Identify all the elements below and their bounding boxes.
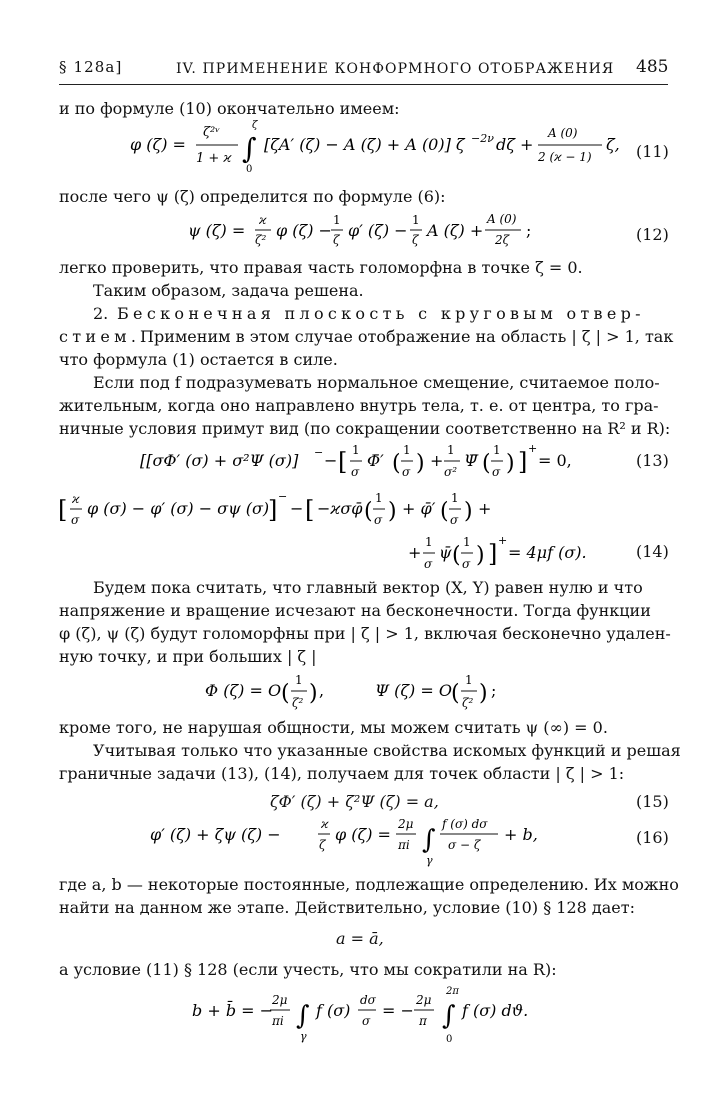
svg-text:+ φ̄′: + φ̄′ [402,499,436,518]
svg-text:Φ̄′: Φ̄′ [367,451,384,470]
svg-text:): ) [479,681,488,706]
svg-text:1: 1 [425,535,433,549]
svg-text:0: 0 [446,1034,453,1045]
svg-text:): ) [506,451,515,476]
svg-text:σ: σ [450,513,459,527]
text-line: напряжение и вращение исчезают на бесконечности. Тогда функции [59,601,651,620]
svg-text:1: 1 [465,673,473,687]
svg-text:ζ²ᵛ: ζ²ᵛ [203,125,221,140]
svg-text:1: 1 [451,491,459,505]
svg-text:ζ²: ζ² [292,696,304,710]
svg-text:σ: σ [71,513,80,527]
svg-text:σ: σ [362,1014,371,1028]
text-line: что формула (1) остается в силе. [59,350,338,369]
text-line: Будем пока считать, что главный вектор (X, Y) равен нулю и что [93,578,643,597]
svg-text:∫: ∫ [242,132,257,165]
svg-text:): ) [388,499,397,524]
svg-text:2μ: 2μ [272,993,288,1007]
svg-text:1: 1 [493,443,501,457]
svg-text:σ²: σ² [444,465,458,479]
svg-text:[: [ [58,496,68,524]
svg-text:= 0,: = 0, [538,451,572,470]
svg-text:ϰ: ϰ [72,492,80,506]
svg-text:1: 1 [352,443,360,457]
svg-text:dσ: dσ [360,993,376,1007]
section-heading: Бесконечная плоскость с круговым отвер- [117,304,645,323]
equation-a: a = ā, [336,929,384,948]
equation-14-line-2 [408,532,628,578]
svg-text:∫: ∫ [296,1001,310,1031]
equation-b [192,982,542,1052]
svg-text:Ψ̄: Ψ̄ [464,451,479,470]
svg-text:dζ +: dζ + [496,135,534,154]
svg-text:]: ] [488,540,498,568]
svg-text:,: , [319,681,325,700]
text-line: Если под f подразумевать нормальное смещение, считаемое поло- [93,373,660,392]
svg-text:ζ: ζ [412,233,419,247]
text-line: и по формуле (10) окончательно имеем: [59,99,400,118]
text-line: ную точку, и при больших | ζ | [59,647,317,666]
svg-text:): ) [416,451,425,476]
svg-text:A (ζ) +: A (ζ) + [427,221,484,240]
equation-11 [130,116,650,174]
text-line: Применим в этом случае отображение на область | ζ | > 1, так [140,327,674,346]
svg-text:σ: σ [374,513,383,527]
svg-text:A (0): A (0) [548,126,578,140]
svg-text:+: + [528,442,538,455]
svg-text:−: − [324,451,338,470]
svg-text:ζ: ζ [252,120,258,131]
svg-text:[ζA′ (ζ) − A (ζ) + A (0)] ζ: [ζA′ (ζ) − A (ζ) + A (0)] ζ [264,135,465,154]
equation-number: (12) [636,225,669,244]
svg-text:[: [ [338,448,348,476]
svg-text:b + b̄ = −: b + b̄ = − [192,1001,274,1020]
svg-text:f (σ) dϑ.: f (σ) dϑ. [462,1001,529,1020]
text-line: кроме того, не нарушая общности, мы можем считать ψ (∞) = 0. [59,718,608,737]
section-number: 2. [93,304,109,323]
text-line: легко проверить, что правая часть голоморфна в точке ζ = 0. [59,258,583,277]
svg-text:φ′ (ζ) + ζψ (ζ) −: φ′ (ζ) + ζψ (ζ) − [150,825,281,844]
svg-text:−: − [290,499,304,518]
svg-text:ζ²: ζ² [255,233,267,247]
svg-text:1: 1 [403,443,411,457]
svg-text:1: 1 [333,213,341,227]
svg-text:): ) [309,681,318,706]
svg-text:2 (ϰ − 1): 2 (ϰ − 1) [538,150,592,164]
svg-text:γ: γ [300,1030,307,1043]
svg-text:ζ²: ζ² [462,696,474,710]
svg-text:+: + [430,451,444,470]
svg-text:ψ (ζ) =: ψ (ζ) = [188,221,246,240]
text-line: после чего ψ (ζ) определится по формуле (6): [59,187,446,206]
svg-text:;: ; [491,681,497,700]
svg-text:φ (σ) − φ′ (σ) − σψ (σ): φ (σ) − φ′ (σ) − σψ (σ) [87,499,270,518]
svg-text:ζ: ζ [319,838,326,852]
svg-text:πi: πi [272,1014,284,1028]
svg-text:σ: σ [462,557,471,571]
svg-text:∫: ∫ [442,1001,456,1031]
svg-text:σ: σ [351,465,360,479]
section-heading-cont: стием. [59,327,141,346]
svg-text:σ: σ [424,557,433,571]
svg-text:1: 1 [375,491,383,505]
header-rule [59,84,668,85]
svg-text:= −: = − [382,1001,414,1020]
svg-text:): ) [464,499,473,524]
svg-text:2μ: 2μ [416,993,432,1007]
svg-text:+: + [498,534,508,547]
svg-text:(: ( [482,451,491,476]
svg-text:[: [ [305,496,315,524]
svg-text:f (σ) dσ: f (σ) dσ [442,817,488,831]
text-line: а условие (11) § 128 (если учесть, что мы сократили на R): [59,960,557,979]
text-line: Таким образом, задача решена. [93,281,364,300]
svg-text:φ (ζ) =: φ (ζ) = [130,135,186,154]
text-line: Учитывая только что указанные свойства искомых функций и решая [93,741,681,760]
svg-text:π: π [419,1014,427,1028]
svg-text:ϰ: ϰ [321,817,329,831]
svg-text:(: ( [281,681,290,706]
text-line: где a, b — некоторые постоянные, подлежащие определению. Их можно [59,875,679,894]
svg-text:+: + [408,543,422,562]
equation-number: (13) [636,451,669,470]
svg-text:−ϰσφ̄: −ϰσφ̄ [317,499,363,518]
svg-text:2ζ: 2ζ [495,233,510,247]
equation-12 [188,206,548,250]
svg-text:ϰ: ϰ [259,213,267,227]
svg-text:): ) [476,543,485,568]
text-line: граничные задачи (13), (14), получаем для точек области | ζ | > 1: [59,764,625,783]
header-title: IV. ПРИМЕНЕНИЕ КОНФОРМНОГО ОТОБРАЖЕНИЯ [176,61,615,77]
svg-text:ζ,: ζ, [606,135,620,154]
svg-text:φ (ζ) =: φ (ζ) = [335,825,391,844]
svg-text:1 + ϰ: 1 + ϰ [196,151,232,166]
header-section: § 128a] [59,58,123,76]
equation-14-line-1 [58,488,538,534]
svg-text:πi: πi [398,838,410,852]
equation-asymptotic [205,670,525,716]
svg-text:1: 1 [295,673,303,687]
svg-text:A (0): A (0) [487,212,517,226]
svg-text:σ: σ [492,465,501,479]
equation-number: (14) [636,542,669,561]
text-line: жительным, когда оно направлено внутрь тела, т. е. от центра, то гра- [59,396,659,415]
text-line: φ (ζ), ψ (ζ) будут голоморфны при | ζ | > 1, включая бесконечно удален- [59,624,671,643]
text-line: ничные условия примут вид (по сокращении соответственно на R² и R): [59,419,671,438]
svg-text:(: ( [452,543,461,568]
svg-text:ψ̄: ψ̄ [439,543,452,562]
svg-text:2π: 2π [446,986,459,997]
equation-15: ζΦ′ (ζ) + ζ²Ψ (ζ) = a, [270,792,439,811]
equation-number: (16) [636,828,669,847]
svg-text:+ b,: + b, [504,825,538,844]
svg-text:;: ; [526,221,532,240]
svg-text:(: ( [364,499,373,524]
svg-text:2μ: 2μ [398,817,414,831]
equation-number: (15) [636,792,669,811]
equation-16 [150,812,580,868]
svg-text:ζ: ζ [333,233,340,247]
svg-text:−2ν: −2ν [471,132,494,145]
svg-text:−: − [314,446,324,459]
svg-text:(: ( [440,499,449,524]
svg-text:σ: σ [402,465,411,479]
svg-text:1: 1 [447,443,455,457]
equation-number: (11) [636,142,669,161]
equation-13 [140,440,580,486]
svg-text:+: + [478,499,492,518]
text-line: найти на данном же этапе. Действительно, условие (10) § 128 дает: [59,898,635,917]
svg-text:(: ( [392,451,401,476]
svg-text:= 4μf (σ).: = 4μf (σ). [508,543,587,562]
svg-text:γ: γ [426,854,433,867]
svg-text:1: 1 [412,213,420,227]
svg-text:φ′ (ζ) −: φ′ (ζ) − [348,221,408,240]
svg-text:f (σ): f (σ) [316,1001,351,1020]
svg-text:Ψ (ζ) = O: Ψ (ζ) = O [375,681,452,700]
svg-text:[[σΦ′ (σ) + σ²Ψ (σ)]: [[σΦ′ (σ) + σ²Ψ (σ)] [140,451,299,470]
svg-text:(: ( [451,681,460,706]
svg-text:]: ] [268,496,278,524]
page-number: 485 [636,57,669,77]
svg-text:φ (ζ) −: φ (ζ) − [276,221,332,240]
svg-text:1: 1 [463,535,471,549]
svg-text:0: 0 [246,164,253,174]
svg-text:σ − ζ: σ − ζ [448,838,481,852]
svg-text:∫: ∫ [422,825,436,855]
svg-text:Φ (ζ) = O: Φ (ζ) = O [205,681,282,700]
svg-text:−: − [278,490,288,503]
svg-text:]: ] [518,448,528,476]
